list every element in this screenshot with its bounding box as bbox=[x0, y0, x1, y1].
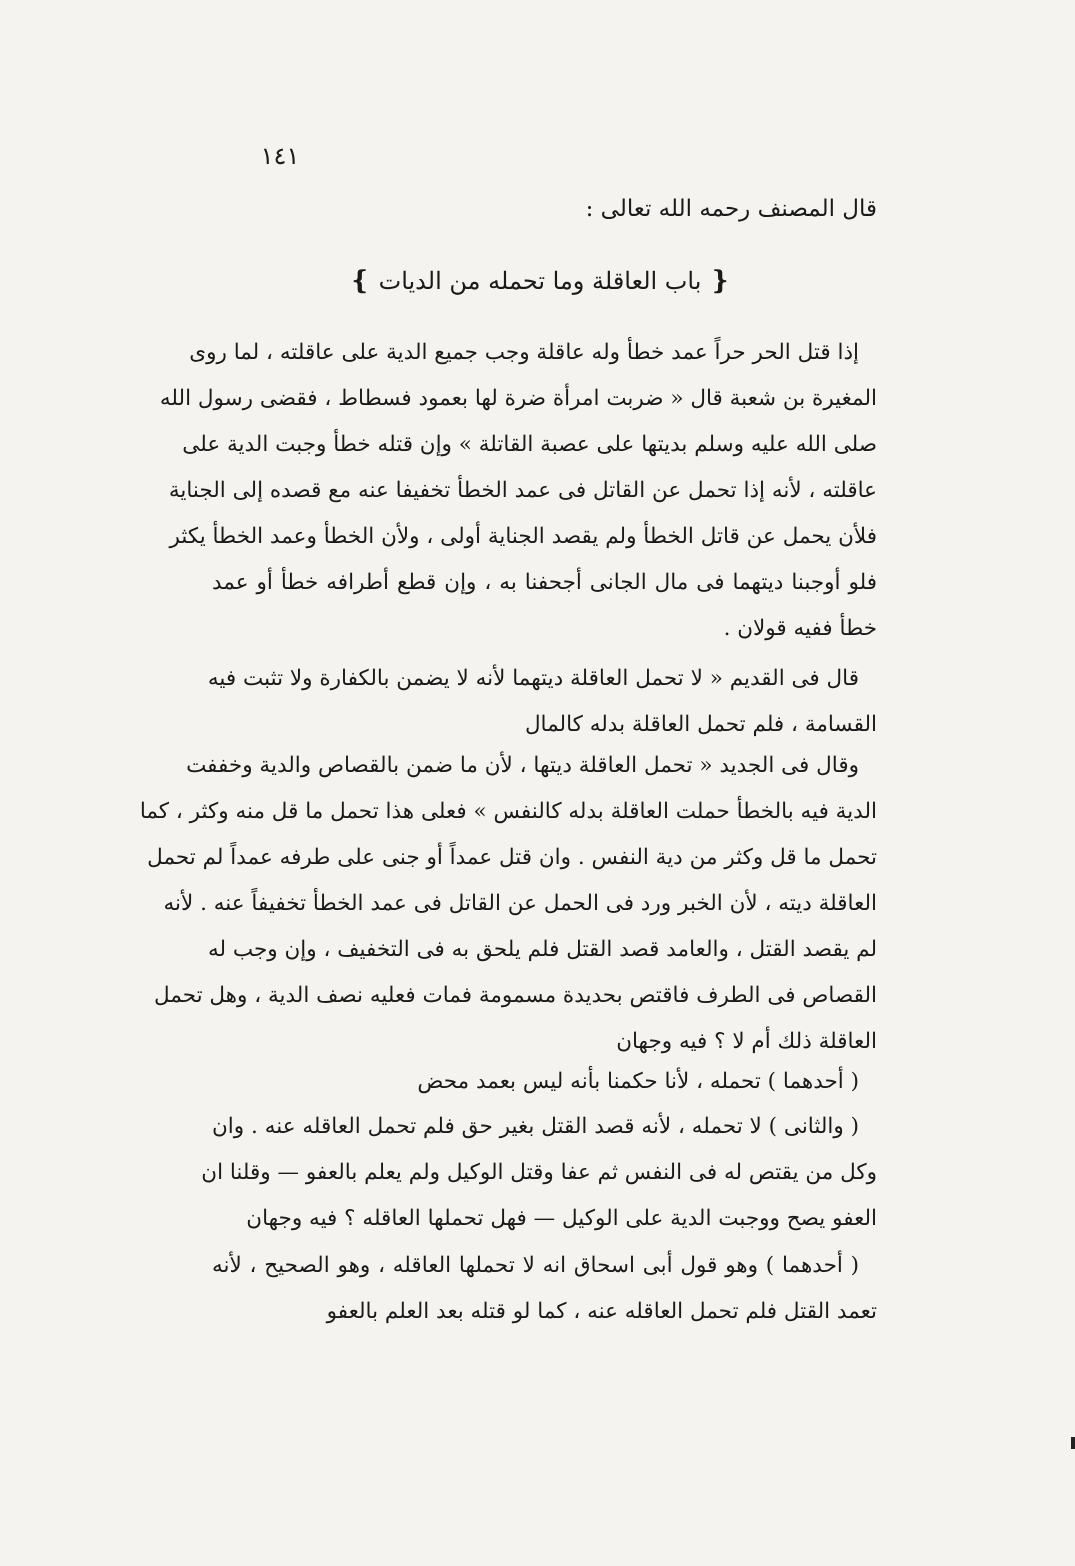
text-line: المغيرة بن شعبة قال « ضربت امرأة ضرة لها بعمود فسطاط ، فقضى رسول الله bbox=[159, 386, 877, 411]
paragraph-2 bbox=[207, 656, 877, 748]
text-line: لم يقصد القتل ، والعامد قصد القتل فلم يلحق به فى التخفيف ، وإن وجب له bbox=[207, 937, 877, 962]
text-line: إذا قتل الحر حراً عمد خطأ وله عاقلة وجب جميع الدية على عاقلته ، لما روى bbox=[189, 340, 859, 365]
paragraph-6 bbox=[212, 1243, 877, 1335]
text-line: وكل من يقتص له فى النفس ثم عفا وقتل الوكيل ولم يعلم بالعفو — وقلنا ان bbox=[201, 1160, 877, 1185]
chapter-title-text: باب العاقلة وما تحمله من الديات bbox=[378, 267, 702, 295]
text-line: صلى الله عليه وسلم بديتها على عصبة القاتلة » وإن قتله خطأ وجبت الدية على bbox=[182, 432, 877, 457]
text-line: تعمد القتل فلم تحمل العاقله عنه ، كما لو قتله بعد العلم بالعفو bbox=[326, 1299, 877, 1324]
text-line: فلو أوجبنا ديتهما فى مال الجانى أجحفنا به ، وإن قطع أطرافه خطأ أو عمد bbox=[212, 570, 877, 595]
text-line: ( أحدهما ) تحمله ، لأنا حكمنا بأنه ليس بعمد محض bbox=[417, 1069, 859, 1094]
paragraph-5 bbox=[201, 1104, 877, 1242]
text-line: قال فى القديم « لا تحمل العاقلة ديتهما لأنه لا يضمن بالكفارة ولا تثبت فيه bbox=[207, 666, 859, 691]
text-line: العاقلة ديته ، لأن الخبر ورد فى الحمل عن القاتل فى عمد الخطأ تخفيفاً عنه . لأنه bbox=[163, 891, 877, 916]
text-line: عاقلته ، لأنه إذا تحمل عن القاتل فى عمد الخطأ تخفيفا عنه مع قصده إلى الجناية bbox=[168, 478, 877, 503]
scan-edge-mark bbox=[1071, 1437, 1075, 1449]
page-number: ١٤١ bbox=[260, 142, 300, 170]
text-line: وقال فى الجديد « تحمل العاقلة ديتها ، لأن ما ضمن بالقصاص والدية وخففت bbox=[186, 753, 859, 778]
text-line: ( والثانى ) لا تحمله ، لأنه قصد القتل بغير حق فلم تحمل العاقله عنه . وان bbox=[212, 1114, 859, 1139]
text-line: القسامة ، فلم تحمل العاقلة بدله كالمال bbox=[524, 712, 877, 737]
open-bracket: ❴ bbox=[709, 266, 731, 296]
text-line: القصاص فى الطرف فاقتص بحديدة مسمومة فمات فعليه نصف الدية ، وهل تحمل bbox=[153, 983, 877, 1008]
close-bracket: ❵ bbox=[349, 266, 371, 296]
text-line: تحمل ما قل وكثر من دية النفس . وان قتل عمداً أو جنى على طرفه عمداً لم تحمل bbox=[147, 845, 877, 870]
text-line: العاقلة ذلك أم لا ؟ فيه وجهان bbox=[616, 1029, 877, 1054]
author-attribution: قال المصنف رحمه الله تعالى : bbox=[585, 196, 877, 222]
text-line: العفو يصح ووجبت الدية على الوكيل — فهل تحملها العاقله ؟ فيه وجهان bbox=[246, 1206, 877, 1231]
text-line: ( أحدهما ) وهو قول أبى اسحاق انه لا تحملها العاقله ، وهو الصحيح ، لأنه bbox=[212, 1253, 859, 1278]
paragraph-4 bbox=[212, 1059, 877, 1105]
paragraph-1 bbox=[159, 330, 877, 652]
paragraph-3 bbox=[139, 743, 877, 1065]
text-line: الدية فيه بالخطأ حملت العاقلة بدله كالنفس » فعلى هذا تحمل ما قل منه وكثر ، كما bbox=[139, 799, 877, 824]
chapter-title bbox=[300, 266, 780, 296]
text-line: فلأن يحمل عن قاتل الخطأ ولم يقصد الجناية أولى ، ولأن الخطأ وعمد الخطأ يكثر bbox=[169, 524, 877, 549]
text-line: خطأ ففيه قولان . bbox=[723, 616, 877, 641]
